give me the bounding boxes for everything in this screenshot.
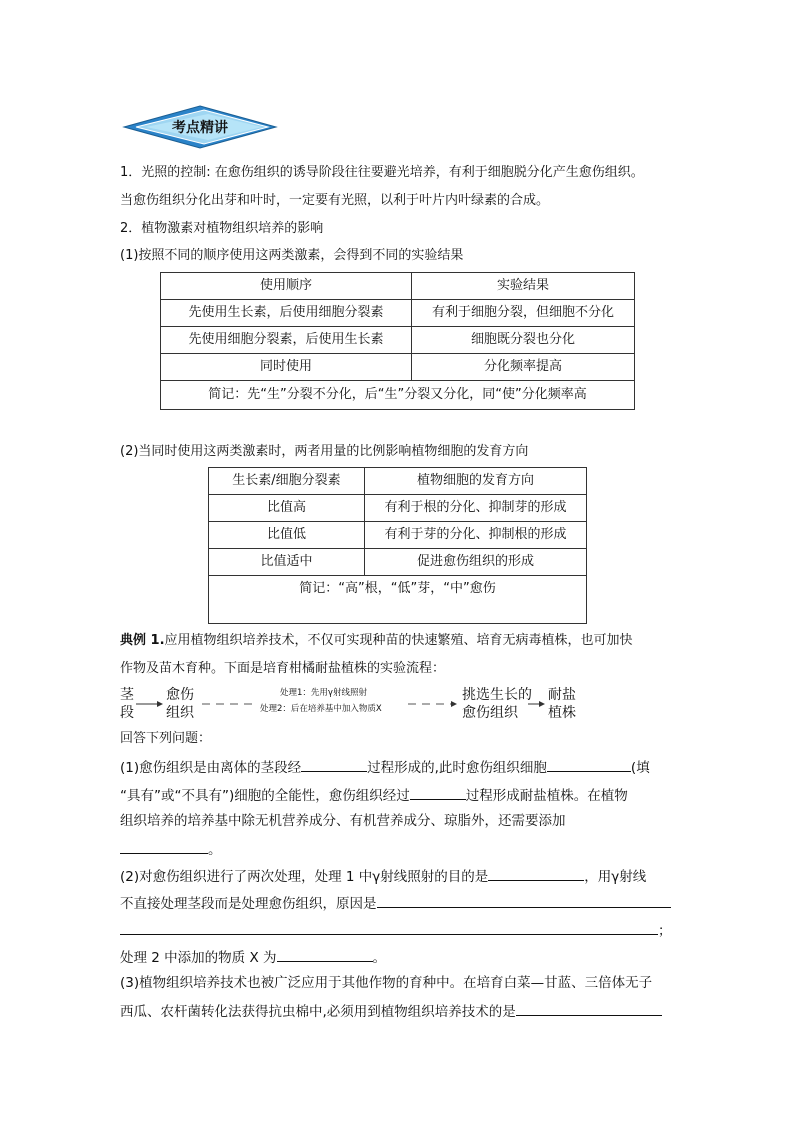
answer-blank[interactable]: [120, 920, 658, 935]
table-cell: 促进愈伤组织的形成: [365, 549, 587, 576]
flow-node-text: 植株: [548, 705, 576, 721]
flow-treatment-2: 处理2：后在培养基中加入物质X: [260, 704, 382, 714]
q3-line1: (3)植物组织培养技术也被广泛应用于其他作物的育种中。在培育白菜—甘蓝、三倍体无子: [120, 975, 653, 991]
table-cell: 有利于根的分化、抑制芽的形成: [365, 495, 587, 522]
table-cell: 比值低: [209, 522, 365, 549]
q1-line4: [120, 839, 222, 859]
table-row: [161, 300, 635, 327]
table-row: [161, 354, 635, 381]
answer-blank[interactable]: [377, 893, 671, 908]
table-cell: 分化频率提高: [412, 354, 635, 381]
table-note: 简记：“高”根，“低”芽，“中”愈伤: [209, 576, 587, 624]
badge-label: 考点精讲: [172, 120, 228, 136]
table-header-row: [209, 468, 587, 495]
answer-blank[interactable]: [277, 947, 373, 962]
table-cell: 细胞既分裂也分化: [412, 327, 635, 354]
q1-line3: 组织培养的培养基中除无机营养成分、有机营养成分、琼脂外，还需要添加: [120, 813, 566, 829]
table-cell: 先使用细胞分裂素，后使用生长素: [161, 327, 412, 354]
table-cell: 比值适中: [209, 549, 365, 576]
table-cell: 先使用生长素，后使用细胞分裂素: [161, 300, 412, 327]
q2-text: 处理 2 中添加的物质 X 为: [120, 950, 277, 966]
table-header: 实验结果: [412, 273, 635, 300]
table-header-row: [161, 273, 635, 300]
flow-node-plant: [548, 686, 576, 722]
q1-text: (1)愈伤组织是由离体的茎段经: [120, 760, 302, 776]
table-cell: 有利于细胞分裂，但细胞不分化: [412, 300, 635, 327]
table-note-row: [209, 576, 587, 624]
example-line1: [120, 632, 633, 650]
flow-node-text: 愈伤组织: [462, 705, 518, 721]
q2-text: ，用γ射线: [584, 869, 647, 885]
table-note-row: [161, 381, 635, 410]
point1-line2: 当愈伤组织分化出芽和叶时，一定要有光照，以利于叶片内叶绿素的合成。: [120, 193, 550, 208]
point2-sub2: (2)当同时使用这两类激素时，两者用量的比例影响植物细胞的发育方向: [120, 444, 529, 459]
q2-text: (2)对愈伤组织进行了两次处理，处理 1 中γ射线照射的目的是: [120, 869, 489, 885]
q1-text: 过程形成耐盐植株。在植物: [465, 788, 628, 804]
point2-sub1: (1)按照不同的顺序使用这两类激素，会得到不同的实验结果: [120, 248, 464, 263]
table-row: [209, 495, 587, 522]
table-row: [209, 522, 587, 549]
flow-node-text: 愈伤: [166, 687, 194, 703]
answer-blank[interactable]: [547, 757, 631, 772]
table-header: 植物细胞的发育方向: [365, 468, 587, 495]
example-line2: 作物及苗木育种。下面是培育柑橘耐盐植株的实验流程：: [120, 661, 446, 676]
flow-diagram: [118, 686, 678, 724]
q1-line1: [120, 757, 650, 777]
table-cell: 有利于芽的分化、抑制根的形成: [365, 522, 587, 549]
q2-text: 。: [372, 950, 387, 966]
q1-text: 。: [208, 842, 222, 858]
flow-node-text: 组织: [166, 705, 194, 721]
q2-line1: [120, 866, 646, 886]
answer-blank[interactable]: [301, 757, 367, 772]
table-row: [209, 549, 587, 576]
table-row: [161, 327, 635, 354]
table-cell: 比值高: [209, 495, 365, 522]
q2-text: ；: [658, 923, 672, 939]
example-text1: 应用植物组织培养技术，不仅可实现种苗的快速繁殖、培育无病毒植株，也可加快: [164, 633, 633, 648]
q1-text: “具有”或“不具有”)细胞的全能性，愈伤组织经过: [120, 788, 410, 804]
point1-line1: 1．光照的控制: 在愈伤组织的诱导阶段往往要避光培养，有利于细胞脱分化产生愈伤组织。: [120, 165, 644, 180]
table-header: 使用顺序: [161, 273, 412, 300]
q2-text: 不直接处理茎段而是处理愈伤组织，原因是: [120, 896, 377, 912]
flow-node-text: 耐盐: [548, 687, 576, 703]
answer-blank[interactable]: [488, 866, 584, 881]
flow-node-select: [462, 686, 532, 722]
flow-node-stem: [120, 686, 134, 722]
flow-node-text: 段: [120, 705, 134, 721]
q3-line2: [120, 1001, 662, 1021]
table-header: 生长素/细胞分裂素: [209, 468, 365, 495]
point2-title: 2．植物激素对植物组织培养的影响: [120, 221, 324, 236]
hormone-ratio-table: [208, 467, 587, 624]
answer-blank[interactable]: [410, 785, 466, 800]
flow-arrows: [118, 686, 678, 724]
table-note: 简记：先“生”分裂不分化，后“生”分裂又分化，同“使”分化频率高: [161, 381, 635, 410]
flow-node-text: 挑选生长的: [462, 687, 532, 703]
flow-node-callus: [166, 686, 194, 722]
example-label: 典例 1.: [120, 633, 165, 648]
q2-line4: [120, 947, 386, 967]
q1-line2: [120, 785, 628, 805]
q2-line3: [120, 920, 672, 940]
answer-blank[interactable]: [120, 839, 208, 854]
q3-text: 西瓜、农杆菌转化法获得抗虫棉中,必须用到植物组织培养技术的是: [120, 1004, 516, 1020]
section-badge: [122, 104, 278, 150]
hormone-order-table: [160, 272, 635, 410]
q2-line2: [120, 893, 671, 913]
q1-text: 过程形成的,此时愈伤组织细胞: [367, 760, 547, 776]
q1-text: (填: [630, 760, 650, 776]
flow-treatment-1: 处理1：先用γ射线照射: [280, 688, 367, 698]
flow-node-text: 茎: [120, 687, 134, 703]
table-cell: 同时使用: [161, 354, 412, 381]
answer-prompt: 回答下列问题：: [120, 731, 212, 746]
answer-blank[interactable]: [516, 1001, 662, 1016]
